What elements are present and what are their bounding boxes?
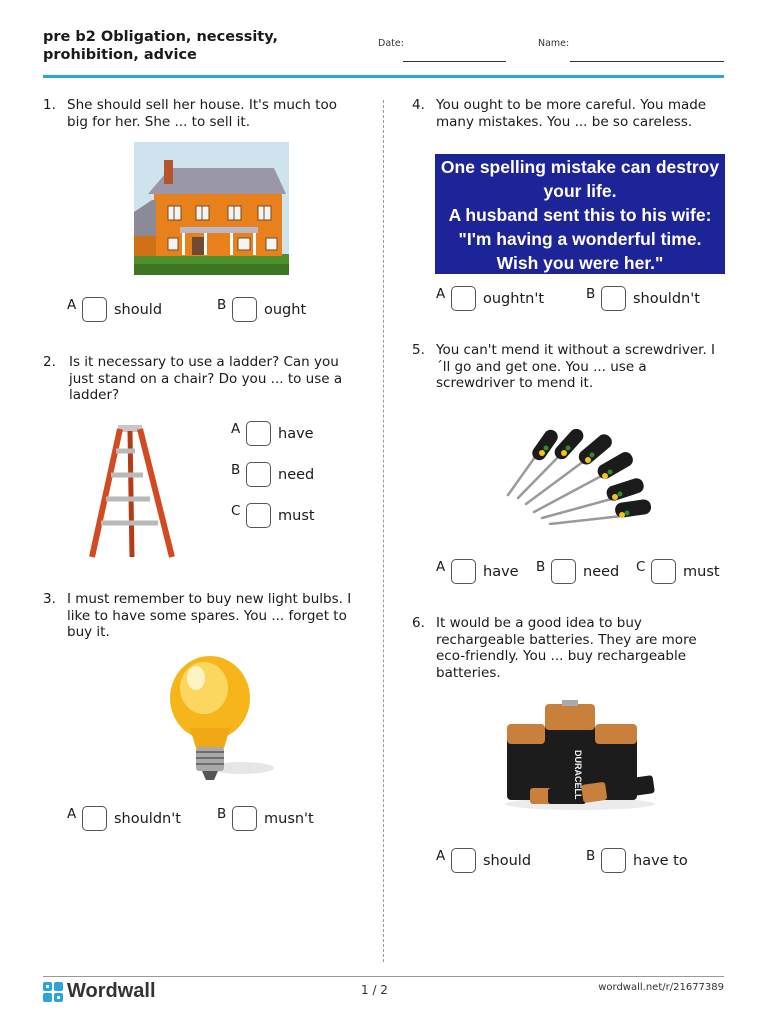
option-b[interactable]	[217, 806, 314, 831]
option-letter: B	[217, 296, 227, 313]
answer-checkbox[interactable]	[246, 503, 271, 528]
question-text: I must remember to buy new light bulbs. I like to have some spares. You ... forget to buy it.	[67, 591, 352, 640]
answer-checkbox[interactable]	[232, 297, 257, 322]
answer-checkbox[interactable]	[82, 297, 107, 322]
option-a[interactable]	[67, 297, 162, 322]
option-a[interactable]	[436, 559, 519, 584]
question-text: You ought to be more careful. You made many mistakes. You ... be so careless.	[436, 97, 707, 130]
answer-checkbox[interactable]	[246, 462, 271, 487]
option-label: have	[483, 563, 519, 580]
option-label: musn't	[264, 810, 314, 827]
answer-checkbox[interactable]	[82, 806, 107, 831]
option-a[interactable]	[436, 286, 544, 311]
option-label: have to	[633, 852, 688, 869]
option-letter: B	[217, 805, 227, 822]
option-label: should	[483, 852, 532, 869]
option-letter: C	[231, 502, 241, 519]
option-a[interactable]	[231, 421, 314, 446]
option-letter: C	[636, 558, 646, 575]
banner-line: Wish you were her."	[496, 253, 664, 273]
question-number: 3.	[43, 591, 56, 607]
brand-name: Wordwall	[67, 980, 156, 1002]
question-number: 5.	[412, 342, 425, 358]
light-bulb-icon	[160, 650, 280, 788]
footer-divider	[43, 976, 724, 977]
question-number: 2.	[43, 354, 56, 370]
question-text: Is it necessary to use a ladder? Can you just stand on a chair? Do you ... to use a ladder?	[69, 354, 343, 403]
question-text: She should sell her house. It's much too big for her. She ... to sell it.	[67, 97, 337, 130]
header-divider	[43, 75, 724, 78]
option-label: have	[278, 425, 314, 442]
option-label: need	[583, 563, 620, 580]
question-text: You can't mend it without a screwdriver. I´ll go and get one. You ... use a screwdriver to mend it.	[436, 342, 716, 391]
option-letter: A	[67, 296, 77, 313]
option-label: should	[114, 301, 163, 318]
option-b[interactable]	[586, 848, 688, 873]
answer-checkbox[interactable]	[651, 559, 676, 584]
option-letter: B	[586, 847, 596, 864]
option-letter: A	[436, 285, 446, 302]
answer-checkbox[interactable]	[246, 421, 271, 446]
banner-line: One spelling mistake can destroy	[440, 157, 720, 177]
answer-checkbox[interactable]	[451, 848, 476, 873]
option-label: must	[683, 563, 720, 580]
option-b[interactable]	[217, 297, 306, 322]
answer-checkbox[interactable]	[551, 559, 576, 584]
answer-checkbox[interactable]	[601, 848, 626, 873]
date-label: Date:	[378, 38, 404, 49]
option-b[interactable]	[231, 462, 314, 487]
page-number: 1 / 2	[361, 983, 388, 997]
screwdrivers-icon	[500, 420, 660, 525]
option-label: need	[278, 466, 315, 483]
answer-checkbox[interactable]	[601, 286, 626, 311]
option-a[interactable]	[436, 848, 531, 873]
answer-checkbox[interactable]	[451, 559, 476, 584]
page-title: pre b2 Obligation, necessity, prohibition, advice	[43, 29, 279, 63]
option-label: shouldn't	[114, 810, 181, 827]
question-number: 4.	[412, 97, 425, 113]
brand-logo	[43, 980, 156, 1003]
option-label: oughtn't	[483, 290, 545, 307]
option-label: must	[278, 507, 315, 524]
option-label: shouldn't	[633, 290, 700, 307]
name-field[interactable]	[570, 61, 724, 62]
battery-brand: DURACELL	[573, 750, 583, 800]
banner-line: your life.	[543, 181, 617, 201]
option-letter: A	[436, 847, 446, 864]
answer-checkbox[interactable]	[451, 286, 476, 311]
option-b[interactable]	[536, 559, 619, 584]
spelling-banner	[435, 154, 725, 274]
question-number: 6.	[412, 615, 425, 631]
house-icon	[134, 142, 289, 275]
question-number: 1.	[43, 97, 56, 113]
date-field[interactable]	[403, 61, 506, 62]
name-label: Name:	[538, 38, 570, 49]
source-link[interactable]: wordwall.net/r/21677389	[598, 982, 724, 993]
ladder-icon	[88, 423, 176, 563]
wordwall-logo-icon	[43, 982, 63, 1002]
column-divider	[383, 100, 384, 962]
option-letter: B	[231, 461, 241, 478]
option-letter: A	[231, 420, 241, 437]
banner-line: "I'm having a wonderful time.	[458, 229, 702, 249]
option-a[interactable]	[67, 806, 181, 831]
option-c[interactable]	[231, 503, 315, 528]
question-text: It would be a good idea to buy rechargeable batteries. They are more eco-friendly. You ... buy rechargeable batteries.	[436, 615, 697, 681]
option-letter: A	[67, 805, 77, 822]
option-b[interactable]	[586, 286, 700, 311]
banner-line: A husband sent this to his wife:	[448, 205, 712, 225]
option-letter: B	[536, 558, 546, 575]
option-letter: A	[436, 558, 446, 575]
option-c[interactable]	[636, 559, 720, 584]
batteries-icon	[500, 700, 660, 812]
option-letter: B	[586, 285, 596, 302]
option-label: ought	[264, 301, 307, 318]
answer-checkbox[interactable]	[232, 806, 257, 831]
